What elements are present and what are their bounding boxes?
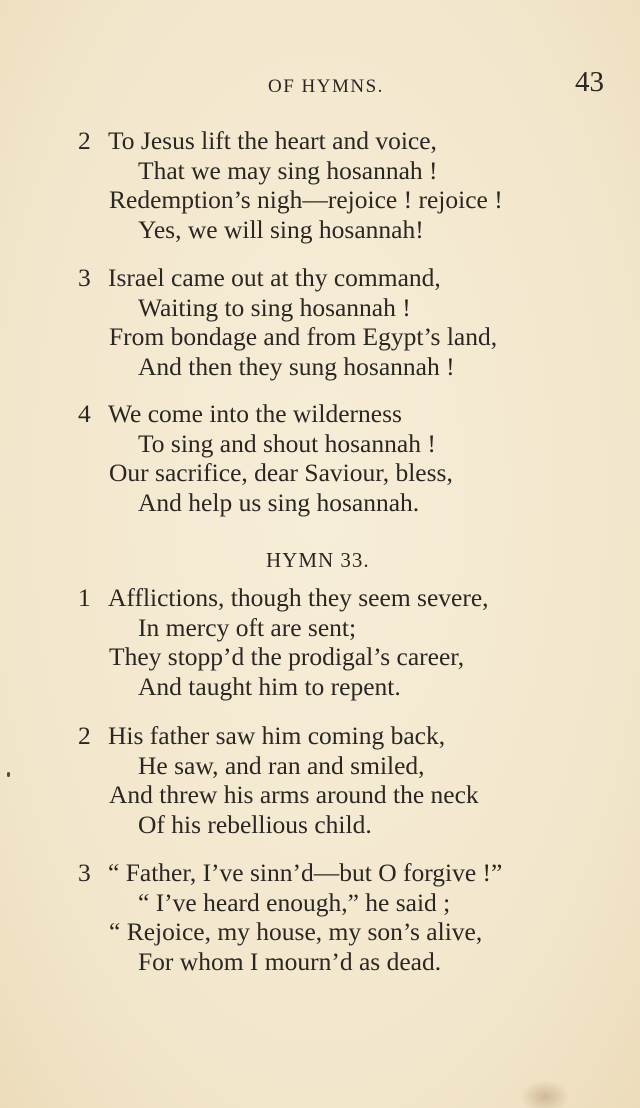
stanza-line: Of his rebellious child. — [138, 809, 372, 839]
hymn33-stanza-2 — [78, 721, 598, 839]
stanza-line: To sing and shout hosannah ! — [138, 428, 436, 458]
hymn33-stanza-1 — [78, 583, 598, 701]
stanza-line — [78, 858, 598, 888]
stanza-line: “ Rejoice, my house, my son’s alive, — [109, 917, 483, 946]
stanza-line: Redemption’s nigh—rejoice ! rejoice ! — [109, 185, 503, 214]
stanza-line: He saw, and ran and smiled, — [138, 750, 425, 780]
stanza-line — [78, 721, 598, 751]
stanza-line: From bondage and from Egypt’s land, — [109, 322, 498, 351]
stanza-line: Yes, we will sing hosannah! — [138, 214, 424, 244]
hymn-title: HYMN 33. — [266, 548, 370, 572]
stanza-line: For whom I mourn’d as dead. — [138, 946, 442, 976]
stanza-line-text: Israel came out at thy command, — [108, 263, 441, 292]
stanza-number: 2 — [78, 721, 91, 750]
stanza-line: In mercy oft are sent; — [138, 612, 357, 642]
stanza-line: They stopp’d the prodigal’s career, — [109, 642, 465, 671]
stanza-3 — [78, 263, 598, 381]
stanza-line — [78, 399, 598, 429]
stanza-line — [78, 126, 598, 156]
stanza-number: 1 — [78, 583, 91, 612]
stanza-line: And taught him to repent. — [138, 671, 401, 701]
paper-stain — [520, 1080, 570, 1108]
stanza-number: 4 — [78, 399, 91, 428]
stanza-number: 3 — [78, 263, 91, 292]
stanza-line: That we may sing hosannah ! — [138, 155, 438, 185]
stanza-line-text: “ Father, I’ve sinn’d—but O forgive !” — [108, 858, 503, 887]
stanza-line-text: We come into the wilderness — [108, 399, 402, 428]
stanza-line-text: His father saw him coming back, — [108, 721, 446, 750]
stanza-line: “ I’ve heard enough,” he said ; — [138, 887, 451, 917]
stanza-4 — [78, 399, 598, 517]
page-number: 43 — [575, 66, 604, 98]
stanza-2 — [78, 126, 598, 244]
stanza-line-text: Afflictions, though they seem severe, — [108, 583, 489, 612]
stanza-line — [78, 583, 598, 613]
ink-speck — [7, 772, 10, 777]
stanza-number: 2 — [78, 126, 91, 155]
stanza-line-text: To Jesus lift the heart and voice, — [108, 126, 437, 155]
stanza-line — [78, 263, 598, 293]
running-head: OF HYMNS. — [268, 76, 384, 97]
stanza-line: And help us sing hosannah. — [138, 487, 420, 517]
stanza-line: And then they sung hosannah ! — [138, 351, 455, 381]
stanza-line: Waiting to sing hosannah ! — [138, 292, 411, 322]
stanza-line: And threw his arms around the neck — [109, 780, 479, 809]
stanza-number: 3 — [78, 858, 91, 887]
hymn33-stanza-3 — [78, 858, 598, 976]
stanza-line: Our sacrifice, dear Saviour, bless, — [109, 458, 453, 487]
